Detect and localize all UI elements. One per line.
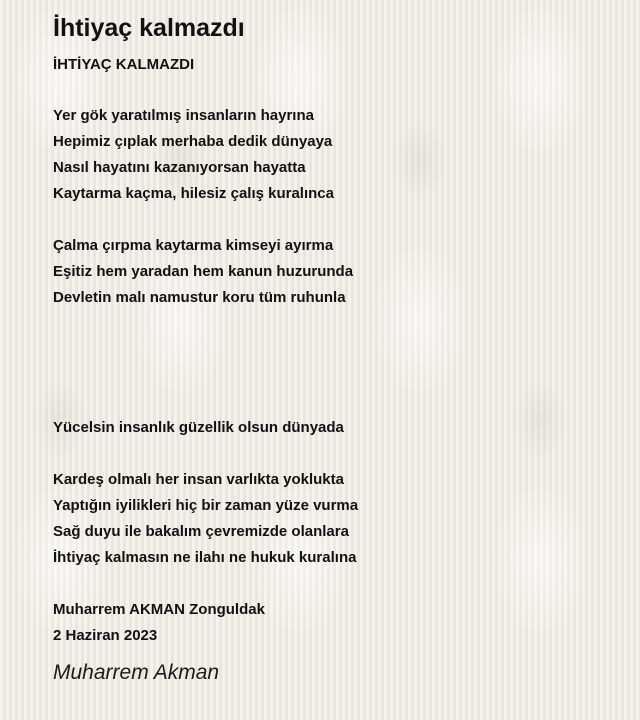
stanza-1 [53, 103, 613, 207]
stanza-3 [53, 415, 613, 441]
poem-line: Kaytarma kaçma, hilesiz çalış kuralınca [53, 185, 334, 202]
poem-container [53, 12, 613, 687]
stanza-4 [53, 467, 613, 571]
stanza-2 [53, 233, 613, 311]
poem-body [53, 103, 613, 649]
poem-line: Çalma çırpma kaytarma kimseyi ayırma [53, 237, 334, 254]
poem-subtitle: İHTİYAÇ KALMAZDI [53, 56, 195, 73]
stanza-spacer [53, 441, 613, 467]
poem-line: Nasıl hayatını kazanıyorsan hayatta [53, 159, 306, 176]
poem-line: Yaptığın iyilikleri hiç bir zaman yüze vurma [53, 497, 359, 514]
poem-title: İhtiyaç kalmazdı [53, 14, 245, 42]
poem-footer [53, 597, 613, 649]
poem-line: Hepimiz çıplak merhaba dedik dünyaya [53, 133, 333, 150]
poem-line: Kardeş olmalı her insan varlıkta yoklukta [53, 471, 344, 488]
poem-line: Yücelsin insanlık güzellik olsun dünyada [53, 419, 344, 436]
author-signature: Muharrem Akman [53, 661, 220, 684]
poem-date: 2 Haziran 2023 [53, 627, 158, 644]
poem-line: Eşitiz hem yaradan hem kanun huzurunda [53, 263, 354, 280]
author-place: Muharrem AKMAN Zonguldak [53, 601, 265, 618]
stanza-spacer [53, 311, 613, 415]
stanza-spacer [53, 207, 613, 233]
poem-line: Devletin malı namustur koru tüm ruhunla [53, 289, 346, 306]
poem-line: Yer gök yaratılmış insanların hayrına [53, 107, 314, 124]
stanza-spacer [53, 571, 613, 597]
poem-line: İhtiyaç kalmasın ne ilahı ne hukuk kuralına [53, 549, 357, 566]
poem-line: Sağ duyu ile bakalım çevremizde olanlara [53, 523, 349, 540]
